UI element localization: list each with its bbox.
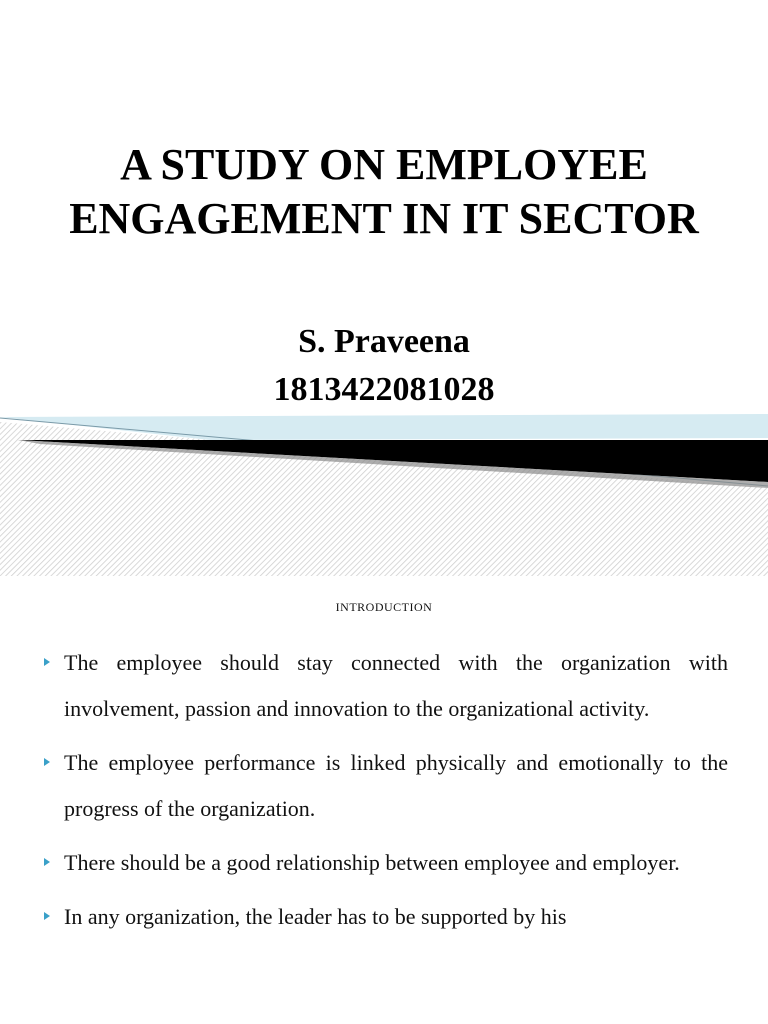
- title-line-1: A STUDY ON EMPLOYEE: [120, 140, 648, 189]
- introduction-slide: [0, 576, 768, 1024]
- triangle-bullet-icon: [44, 758, 50, 766]
- title-line-2: ENGAGEMENT IN IT SECTOR: [69, 194, 699, 243]
- bullet-text: In any organization, the leader has to be supported by his: [64, 904, 567, 929]
- author-id: 1813422081028: [273, 371, 495, 408]
- triangle-bullet-icon: [44, 658, 50, 666]
- triangle-bullet-icon: [44, 912, 50, 920]
- bullet-list: [40, 640, 728, 948]
- bullet-item: [40, 840, 728, 886]
- bullet-item: [40, 640, 728, 732]
- section-heading: INTRODUCTION: [335, 600, 433, 614]
- bullet-item: [40, 740, 728, 832]
- decorative-swoosh: [0, 400, 768, 576]
- triangle-bullet-icon: [44, 858, 50, 866]
- bullet-text: The employee should stay connected with the organization with involvement, passion and innovation to the organizational activity.: [64, 650, 728, 721]
- bullet-text: The employee performance is linked physically and emotionally to the progress of the organization.: [64, 750, 728, 821]
- bullet-text: There should be a good relationship between employee and employer.: [64, 850, 680, 875]
- author-name: S. Praveena: [298, 323, 470, 360]
- bullet-item: [40, 894, 728, 940]
- slide-title: [0, 138, 768, 246]
